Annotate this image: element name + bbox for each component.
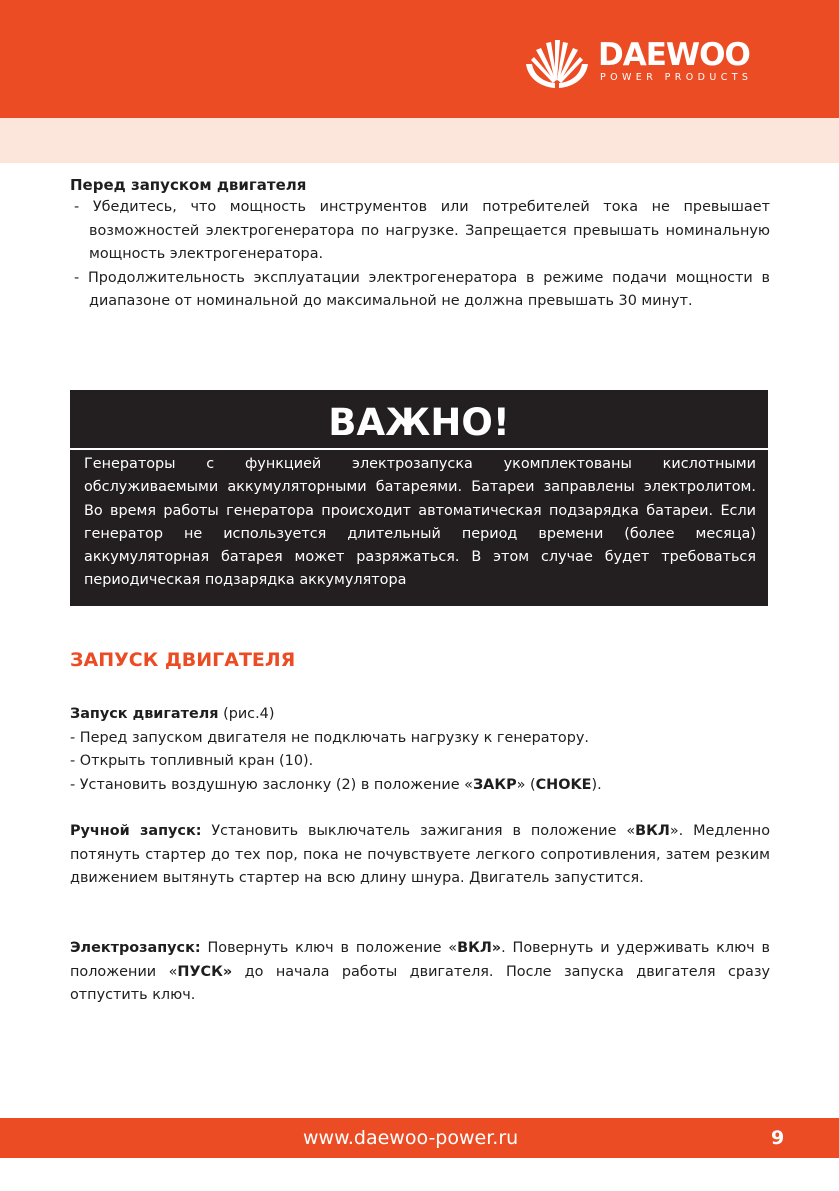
choke-zakr: ЗАКР [472, 776, 517, 793]
electric-start-section [70, 937, 770, 1008]
electric-start-pre: Повернуть ключ в положение « [200, 940, 458, 956]
engine-start-ref: (рис.4) [218, 706, 275, 722]
engine-start-step-2: - Открыть топливный кран (10). [70, 753, 314, 769]
electric-start-text [70, 937, 770, 1008]
choke-en: CHOKE [535, 776, 592, 793]
page-number: 9 [771, 1127, 785, 1149]
engine-start-step-1: - Перед запуском двигателя не подключать нагрузку к генератору. [70, 729, 589, 746]
engine-start-step-3 [70, 774, 770, 798]
electric-start-mid: . Повернуть и удерживать ключ в положении « [70, 940, 770, 980]
important-title: ВАЖНО! [328, 401, 510, 444]
fan-logo-icon [522, 38, 592, 90]
before-start-bullet-1: - Убедитесь, что мощность инструментов или потребителей тока не превышает возможностей электрогенератора по нагрузке. Запрещается превышать номинальную мощность электрогенератора. [74, 199, 770, 262]
electric-start-pusk: ПУСК» [177, 963, 233, 980]
before-start-section [70, 174, 770, 314]
choke-mid: » ( [516, 776, 536, 793]
header-band [0, 118, 839, 163]
engine-start-heading [70, 703, 770, 727]
manual-start-section [70, 820, 770, 891]
important-text: Генераторы с функцией электрозапуска укомплектованы кислотными обслуживаемыми аккумуляторными батареями. Батареи заправлены электролитом. Во время работы генератора происходит автоматическая подзарядка батареи. Если генератор не используется длительный период времени (более месяца) аккумуляторная батарея может разряжаться. В этом случае будет требоваться периодическая подзарядка аккумулятора [84, 456, 756, 589]
section-title: ЗАПУСК ДВИГАТЕЛЯ [70, 649, 296, 671]
page-footer [0, 1118, 839, 1158]
electric-start-vkl: ВКЛ» [457, 940, 502, 956]
page-header [0, 0, 839, 118]
electric-start-label: Электрозапуск: [70, 940, 201, 956]
important-divider [70, 448, 768, 450]
footer-url[interactable]: www.daewoo-power.ru [303, 1127, 519, 1149]
brand-subtitle: POWER PRODUCTS [600, 72, 753, 83]
choke-prefix: - Установить воздушную заслонку (2) в положение « [70, 776, 473, 793]
engine-start-title: Запуск двигателя [70, 706, 219, 722]
manual-start-label: Ручной запуск: [70, 823, 202, 839]
before-start-bullet-2: - Продолжительность эксплуатации электрогенератора в режиме подачи мощности в диапазоне от номинальной до максимальной не должна превышать 30 минут. [74, 269, 770, 309]
manual-start-vkl: ВКЛ [635, 823, 670, 839]
daewoo-logo [522, 38, 772, 90]
important-box [70, 390, 768, 606]
manual-start-text [70, 820, 770, 891]
manual-start-post: ». Медленно потянуть стартер до тех пор, пока не почувствуете легкого сопротивления, затем резким движением вытянуть стартер на всю длину шнура. Двигатель запустится. [70, 823, 770, 886]
choke-end: ). [591, 776, 602, 793]
electric-start-post: до начала работы двигателя. После запуска двигателя сразу отпустить ключ. [70, 963, 770, 1003]
brand-name: DAEWOO [598, 37, 750, 73]
manual-start-pre: Установить выключатель зажигания в положение « [201, 823, 636, 839]
engine-start-section [70, 703, 770, 797]
before-start-title: Перед запуском двигателя [70, 176, 307, 194]
